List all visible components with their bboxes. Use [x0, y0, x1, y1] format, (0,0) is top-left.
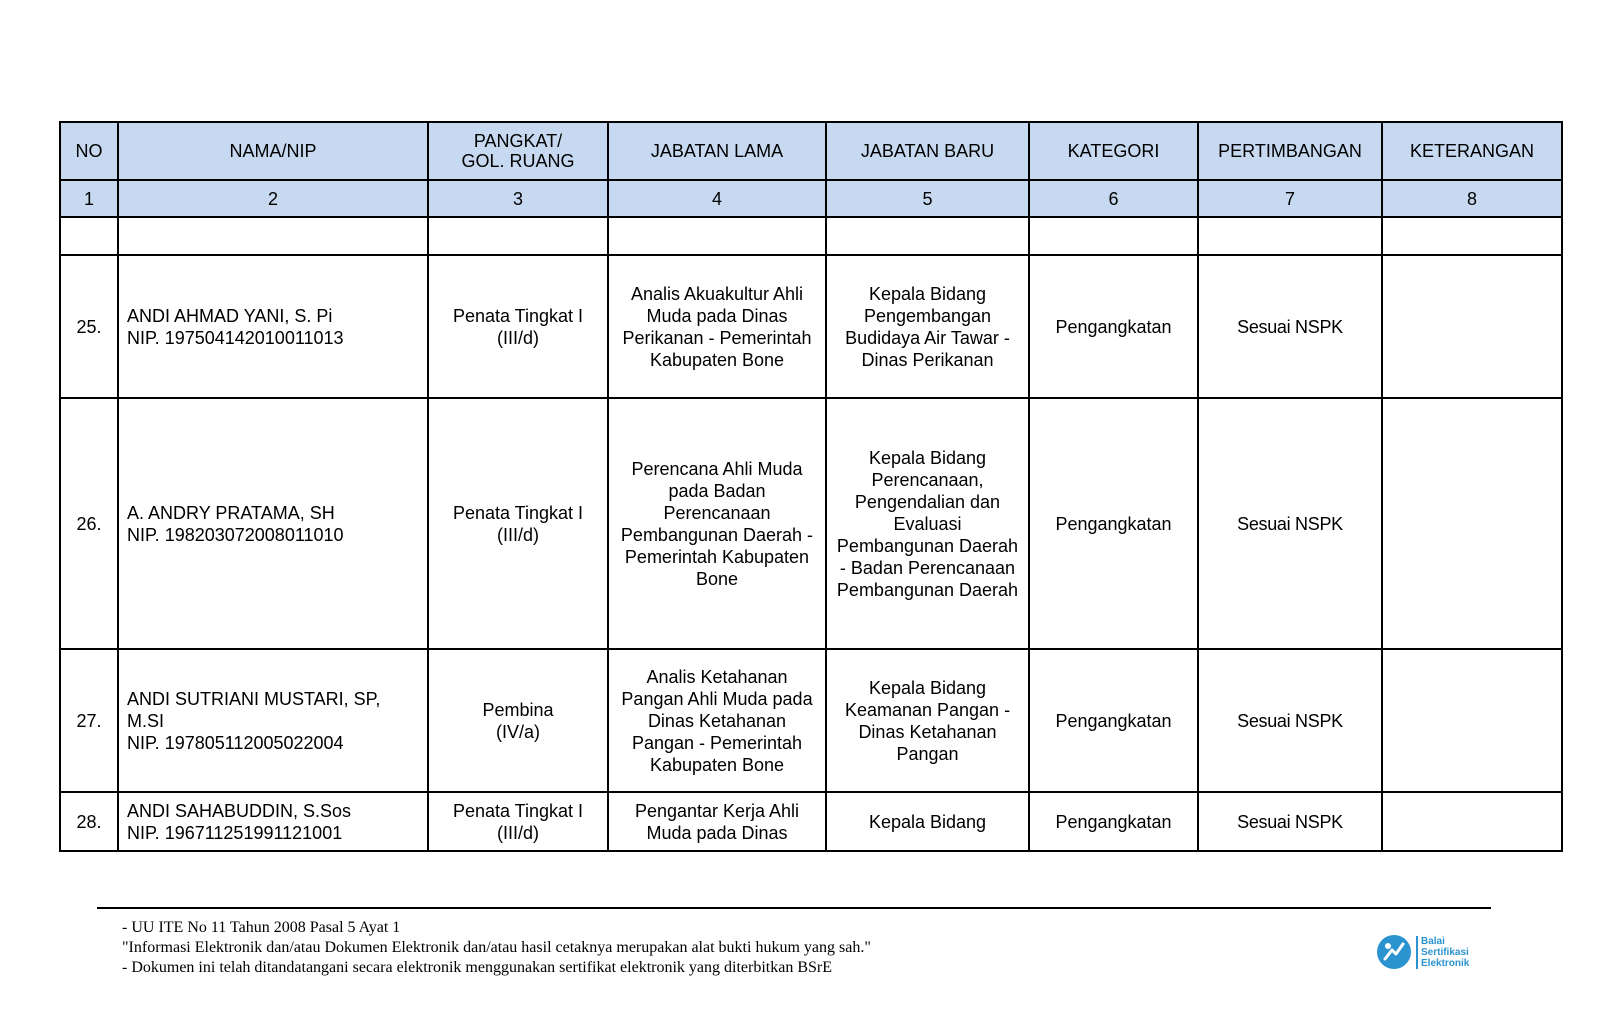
- header-row: [60, 122, 1562, 180]
- pertimbangan-cell: Sesuai NSPK: [1198, 649, 1382, 792]
- row-number: 25.: [60, 255, 118, 398]
- table-row: [60, 792, 1562, 851]
- table-row: [60, 649, 1562, 792]
- header-jabatan-lama: JABATAN LAMA: [608, 122, 826, 180]
- pangkat-cell: [428, 255, 608, 398]
- nama: ANDI SUTRIANI MUSTARI, SP, M.SI: [127, 688, 381, 731]
- nip: NIP. 196711251991121001: [127, 822, 343, 843]
- pangkat: Penata Tingkat I: [452, 502, 584, 523]
- pertimbangan-cell: Sesuai NSPK: [1198, 255, 1382, 398]
- bsre-logo-icon: [1376, 934, 1412, 970]
- jabatan-lama-cell: Analis Ketahanan Pangan Ahli Muda pada Dinas Ketahanan Pangan - Pemerintah Kabupaten Bone: [608, 649, 826, 792]
- jabatan-baru-cell: Kepala Bidang Perencanaan, Pengendalian dan Evaluasi Pembangunan Daerah - Badan Perencanaan Pembangunan Daerah: [826, 398, 1029, 649]
- kategori-cell: Pengangkatan: [1029, 649, 1198, 792]
- header-kategori: KATEGORI: [1029, 122, 1198, 180]
- kategori-cell: Pengangkatan: [1029, 255, 1198, 398]
- keterangan-cell: [1382, 792, 1562, 851]
- pangkat: Penata Tingkat I: [452, 305, 584, 326]
- column-number: 4: [608, 180, 826, 217]
- nama-nip-cell: [118, 792, 428, 851]
- row-number: 26.: [60, 398, 118, 649]
- header-keterangan: KETERANGAN: [1382, 122, 1562, 180]
- kategori-cell: Pengangkatan: [1029, 398, 1198, 649]
- header-no: NO: [60, 122, 118, 180]
- pejabat-table: [59, 121, 1563, 852]
- kategori-cell: Pengangkatan: [1029, 792, 1198, 851]
- jabatan-baru-cell: Kepala Bidang Keamanan Pangan - Dinas Ketahanan Pangan: [826, 649, 1029, 792]
- keterangan-cell: [1382, 255, 1562, 398]
- pangkat-cell: [428, 649, 608, 792]
- column-number: 6: [1029, 180, 1198, 217]
- column-number: 2: [118, 180, 428, 217]
- header-nama-nip: NAMA/NIP: [118, 122, 428, 180]
- pangkat-cell: [428, 792, 608, 851]
- nama: ANDI AHMAD YANI, S. Pi: [127, 305, 333, 326]
- golongan: (III/d): [496, 327, 539, 348]
- pangkat-cell: [428, 398, 608, 649]
- empty-row: [60, 217, 1562, 255]
- nama-nip-cell: [118, 398, 428, 649]
- row-number: 27.: [60, 649, 118, 792]
- pertimbangan-cell: Sesuai NSPK: [1198, 792, 1382, 851]
- pangkat: Pembina: [482, 699, 554, 720]
- keterangan-cell: [1382, 649, 1562, 792]
- jabatan-lama-cell: Perencana Ahli Muda pada Badan Perencanaan Pembangunan Daerah - Pemerintah Kabupaten Bone: [608, 398, 826, 649]
- nip: NIP. 197504142010011013: [127, 327, 344, 348]
- header-jabatan-baru: JABATAN BARU: [826, 122, 1029, 180]
- pangkat: Penata Tingkat I: [452, 800, 584, 821]
- golongan: (IV/a): [495, 721, 540, 742]
- table-row: [60, 255, 1562, 398]
- column-number: 5: [826, 180, 1029, 217]
- nip: NIP. 198203072008011010: [127, 524, 344, 545]
- footer-line-legal-basis: - UU ITE No 11 Tahun 2008 Pasal 5 Ayat 1: [122, 919, 401, 936]
- column-number: 8: [1382, 180, 1562, 217]
- column-number: 1: [60, 180, 118, 217]
- column-number-row: [60, 180, 1562, 217]
- pertimbangan-cell: Sesuai NSPK: [1198, 398, 1382, 649]
- footer-line-quote: "Informasi Elektronik dan/atau Dokumen Elektronik dan/atau hasil cetaknya merupakan alat bukti hukum yang sah.": [122, 939, 871, 956]
- golongan: (III/d): [496, 822, 539, 843]
- keterangan-cell: [1382, 398, 1562, 649]
- golongan: (III/d): [496, 524, 539, 545]
- nama-nip-cell: [118, 255, 428, 398]
- row-number: 28.: [60, 792, 118, 851]
- bsre-logo: [1376, 934, 1469, 970]
- bsre-logo-text: Balai Sertifikasi Elektronik: [1416, 936, 1469, 969]
- column-number: 3: [428, 180, 608, 217]
- jabatan-baru-cell: Kepala Bidang Pengembangan Budidaya Air Tawar - Dinas Perikanan: [826, 255, 1029, 398]
- footer-line-signature-note: - Dokumen ini telah ditandatangani secara elektronik menggunakan sertifikat elektronik yang diterbitkan BSrE: [122, 959, 832, 976]
- nama: ANDI SAHABUDDIN, S.Sos: [127, 800, 352, 821]
- jabatan-baru-cell: Kepala Bidang: [826, 792, 1029, 851]
- footer-disclaimer: [122, 918, 871, 978]
- jabatan-lama-cell: Pengantar Kerja Ahli Muda pada Dinas: [608, 792, 826, 851]
- column-number: 7: [1198, 180, 1382, 217]
- table-row: [60, 398, 1562, 649]
- nama: A. ANDRY PRATAMA, SH: [127, 502, 335, 523]
- footer-divider: [97, 907, 1491, 909]
- header-pertimbangan: PERTIMBANGAN: [1198, 122, 1382, 180]
- jabatan-lama-cell: Analis Akuakultur Ahli Muda pada Dinas Perikanan - Pemerintah Kabupaten Bone: [608, 255, 826, 398]
- header-pangkat: PANGKAT/ GOL. RUANG: [428, 122, 608, 180]
- nip: NIP. 197805112005022004: [127, 732, 344, 753]
- nama-nip-cell: [118, 649, 428, 792]
